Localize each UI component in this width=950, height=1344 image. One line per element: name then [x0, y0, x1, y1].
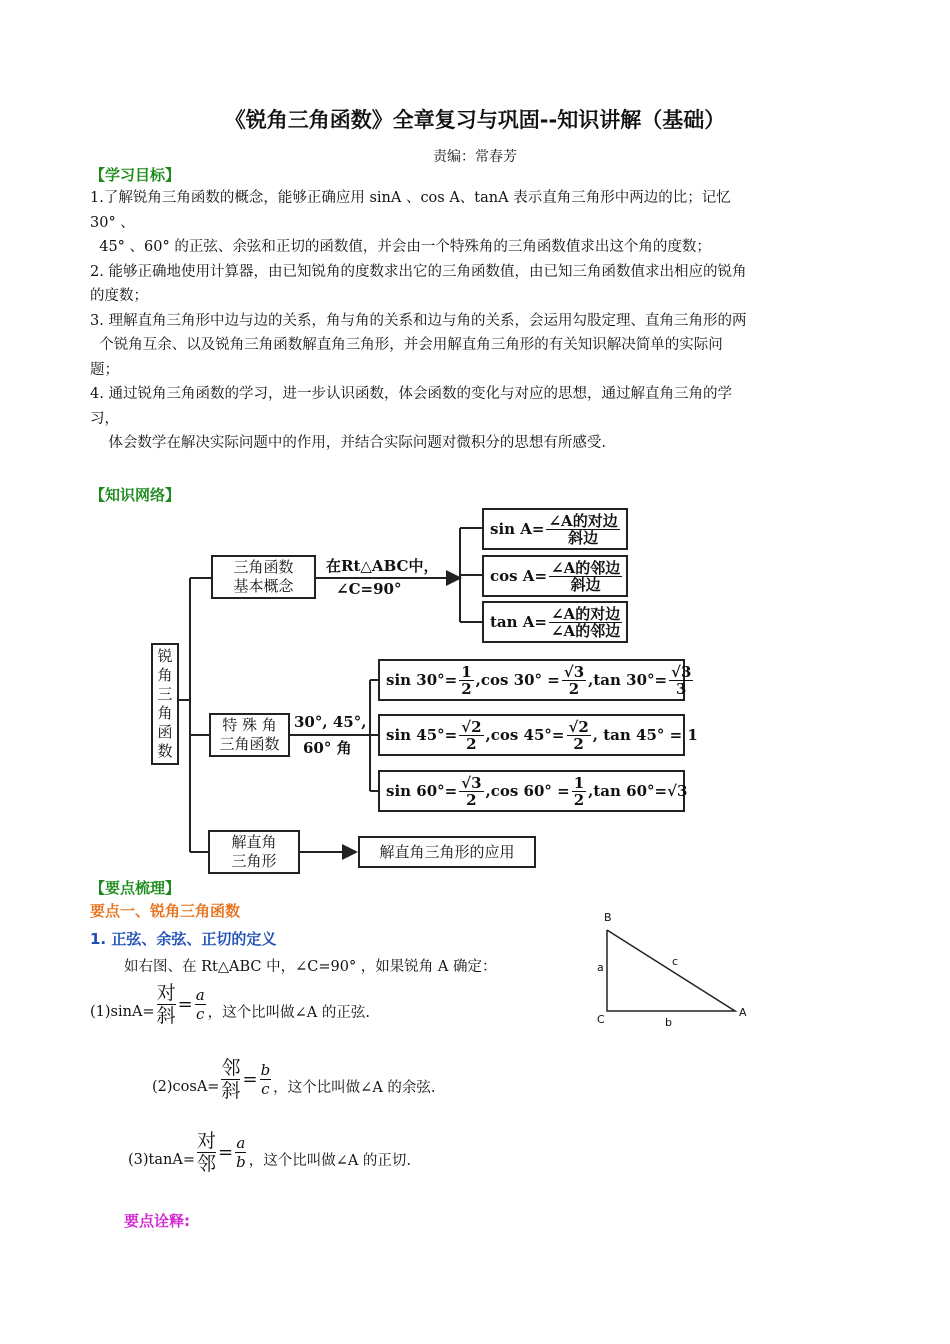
formula-num: a — [195, 986, 205, 1004]
side-label: b — [665, 1016, 672, 1029]
formula-suffix: ，这个比叫做∠A 的正弦. — [207, 1005, 370, 1021]
root-char: 函 — [157, 723, 173, 741]
root-char: 三 — [157, 685, 173, 703]
formula-suffix: ，这个比叫做∠A 的余弦. — [273, 1080, 436, 1096]
branch-label: 特 殊 角 — [222, 716, 277, 734]
vertex-label: B — [604, 911, 612, 924]
page-title: 《锐角三角函数》全章复习与巩固--知识讲解（基础） — [224, 108, 726, 132]
tan-formula — [128, 1130, 411, 1175]
root-char: 锐 — [157, 647, 173, 665]
branch-solve-triangle — [208, 830, 300, 874]
special-45-row — [378, 714, 698, 756]
formula-part: sin 30°= — [386, 671, 458, 689]
point1-heading: 要点一、锐角三角函数 — [90, 902, 241, 920]
branch-label: 三角函数 — [233, 558, 294, 576]
root-char: 角 — [157, 704, 173, 722]
formula-den: 2 — [461, 679, 472, 698]
special-60-row — [378, 770, 688, 812]
objective-line: 4. 通过锐角三角函数的学习，进一步认识函数，体会函数的变化与对应的思想，通过解直角三角的学 — [90, 386, 732, 402]
sub1-heading: 1. 正弦、余弦、正切的定义 — [90, 930, 277, 948]
formula-num: 对 — [156, 982, 176, 1004]
side-label: c — [672, 955, 679, 968]
equals-sign: = — [242, 1069, 258, 1090]
formula-part: ,cos 30° = — [475, 671, 560, 689]
network-heading: 【知识网络】 — [90, 486, 181, 504]
formula-num: √3 — [461, 773, 482, 792]
formula-num: √3 — [671, 662, 692, 681]
objective-line: 的度数； — [90, 288, 148, 304]
formula-num: ∠A的邻边 — [551, 558, 621, 577]
formula-part: ,tan 60°=√3 — [588, 782, 688, 800]
objectives-heading: 【学习目标】 — [90, 166, 181, 184]
formula-num: 邻 — [221, 1057, 241, 1079]
application-node: 解直角三角形的应用 — [358, 836, 536, 868]
root-char: 数 — [157, 742, 173, 760]
formula-num: 1 — [461, 662, 472, 681]
objective-line: 45° 、60° 的正弦、余弦和正切的函数值，并会由一个特殊角的三角函数值求出这个角的度数； — [90, 239, 711, 255]
editor-credit: 责编：常春芳 — [433, 149, 517, 165]
sin-formula — [90, 982, 370, 1027]
note-heading: 要点诠释: — [124, 1212, 190, 1230]
objective-line: 1.了解锐角三角函数的概念，能够正确应用 sinA 、cos A、tanA 表示直角三角形中两边的比；记忆 — [90, 190, 731, 206]
angles-text: 60° 角 — [303, 739, 352, 757]
formula-den: 2 — [466, 734, 477, 753]
formula-left: cos A= — [490, 567, 548, 585]
formula-den: c — [195, 1005, 205, 1023]
formula-part: ,cos 60° = — [485, 782, 570, 800]
formula-num: √2 — [461, 717, 482, 736]
objective-line: 题； — [90, 361, 119, 378]
cos-definition — [482, 555, 628, 597]
branch-label: 三角形 — [231, 852, 277, 870]
formula-num: a — [236, 1134, 246, 1152]
formula-den: ∠A的邻边 — [550, 621, 621, 640]
vertex-label: C — [597, 1013, 605, 1026]
formula-part: sin 45°= — [386, 726, 458, 744]
objective-line: 2. 能够正确地使用计算器，由已知锐角的度数求出它的三角函数值，由已知三角函数值求出相应的锐角 — [90, 263, 747, 280]
formula-den: 邻 — [196, 1153, 216, 1175]
root-node — [151, 643, 179, 765]
formula-left: sin A= — [490, 520, 545, 538]
formula-den: 2 — [568, 679, 580, 698]
formula-den: 2 — [466, 790, 477, 809]
formula-den: 3 — [676, 679, 687, 698]
sin-definition — [482, 508, 628, 550]
formula-prefix: (2)cosA= — [152, 1078, 220, 1095]
objective-line: 体会数学在解决实际问题中的作用，并结合实际问题对微积分的思想有所感受. — [90, 435, 607, 451]
objective-line: 30° 、 — [90, 214, 135, 231]
branch-basic-concepts — [211, 555, 316, 599]
triangle-lines — [590, 905, 760, 1035]
formula-part: ,tan 30°= — [588, 671, 668, 689]
formula-num: b — [260, 1061, 271, 1079]
formula-den: 斜 — [156, 1005, 176, 1027]
side-label: a — [597, 961, 604, 974]
points-heading: 【要点梳理】 — [90, 879, 181, 897]
condition-text: 在Rt△ABC中， — [326, 557, 439, 575]
condition-text: ∠C=90° — [336, 580, 402, 598]
branch-label: 基本概念 — [233, 577, 294, 595]
root-char: 角 — [157, 666, 173, 684]
formula-den: 2 — [573, 790, 585, 809]
formula-den: 2 — [573, 734, 584, 753]
formula-num: ∠A的对边 — [550, 604, 621, 623]
tan-definition — [482, 601, 628, 643]
formula-den: 斜边 — [568, 528, 599, 547]
objective-line: 习， — [90, 410, 119, 427]
intro-text: 如右图、在 Rt△ABC 中，∠C=90° ，如果锐角 A 确定： — [124, 959, 497, 975]
formula-prefix: (3)tanA= — [128, 1151, 195, 1168]
angles-text: 30°, 45°, — [294, 713, 367, 731]
formula-den: c — [261, 1080, 270, 1098]
formula-num: 1 — [573, 773, 585, 792]
branch-special-angles — [209, 713, 290, 757]
special-30-row — [378, 659, 692, 701]
formula-part: , tan 45° = 1 — [592, 726, 698, 744]
objective-line: 3. 理解直角三角形中边与边的关系，角与角的关系和边与角的关系，会运用勾股定理、直角三角形的两 — [90, 312, 747, 329]
vertex-label: A — [739, 1006, 747, 1019]
cos-formula — [152, 1057, 436, 1102]
formula-num: √3 — [563, 662, 585, 681]
formula-part: ,cos 45°= — [485, 726, 565, 744]
formula-part: sin 60°= — [386, 782, 458, 800]
formula-num: 对 — [196, 1130, 216, 1152]
formula-num: ∠A的对边 — [548, 511, 618, 530]
objective-line: 个锐角互余、以及锐角三角函数解直角三角形，并会用解直角三角形的有关知识解决简单的实际问 — [90, 337, 723, 353]
formula-den: b — [236, 1153, 246, 1171]
branch-label: 三角函数 — [219, 735, 280, 753]
formula-left: tan A= — [490, 613, 547, 631]
formula-prefix: (1)sinA= — [90, 1003, 155, 1020]
branch-label: 解直角 — [231, 833, 277, 851]
formula-suffix: ，这个比叫做∠A 的正切. — [248, 1153, 412, 1169]
formula-num: √2 — [568, 717, 589, 736]
equals-sign: = — [177, 994, 193, 1015]
equals-sign: = — [218, 1142, 234, 1163]
formula-den: 斜边 — [570, 575, 601, 594]
formula-den: 斜 — [221, 1080, 241, 1102]
